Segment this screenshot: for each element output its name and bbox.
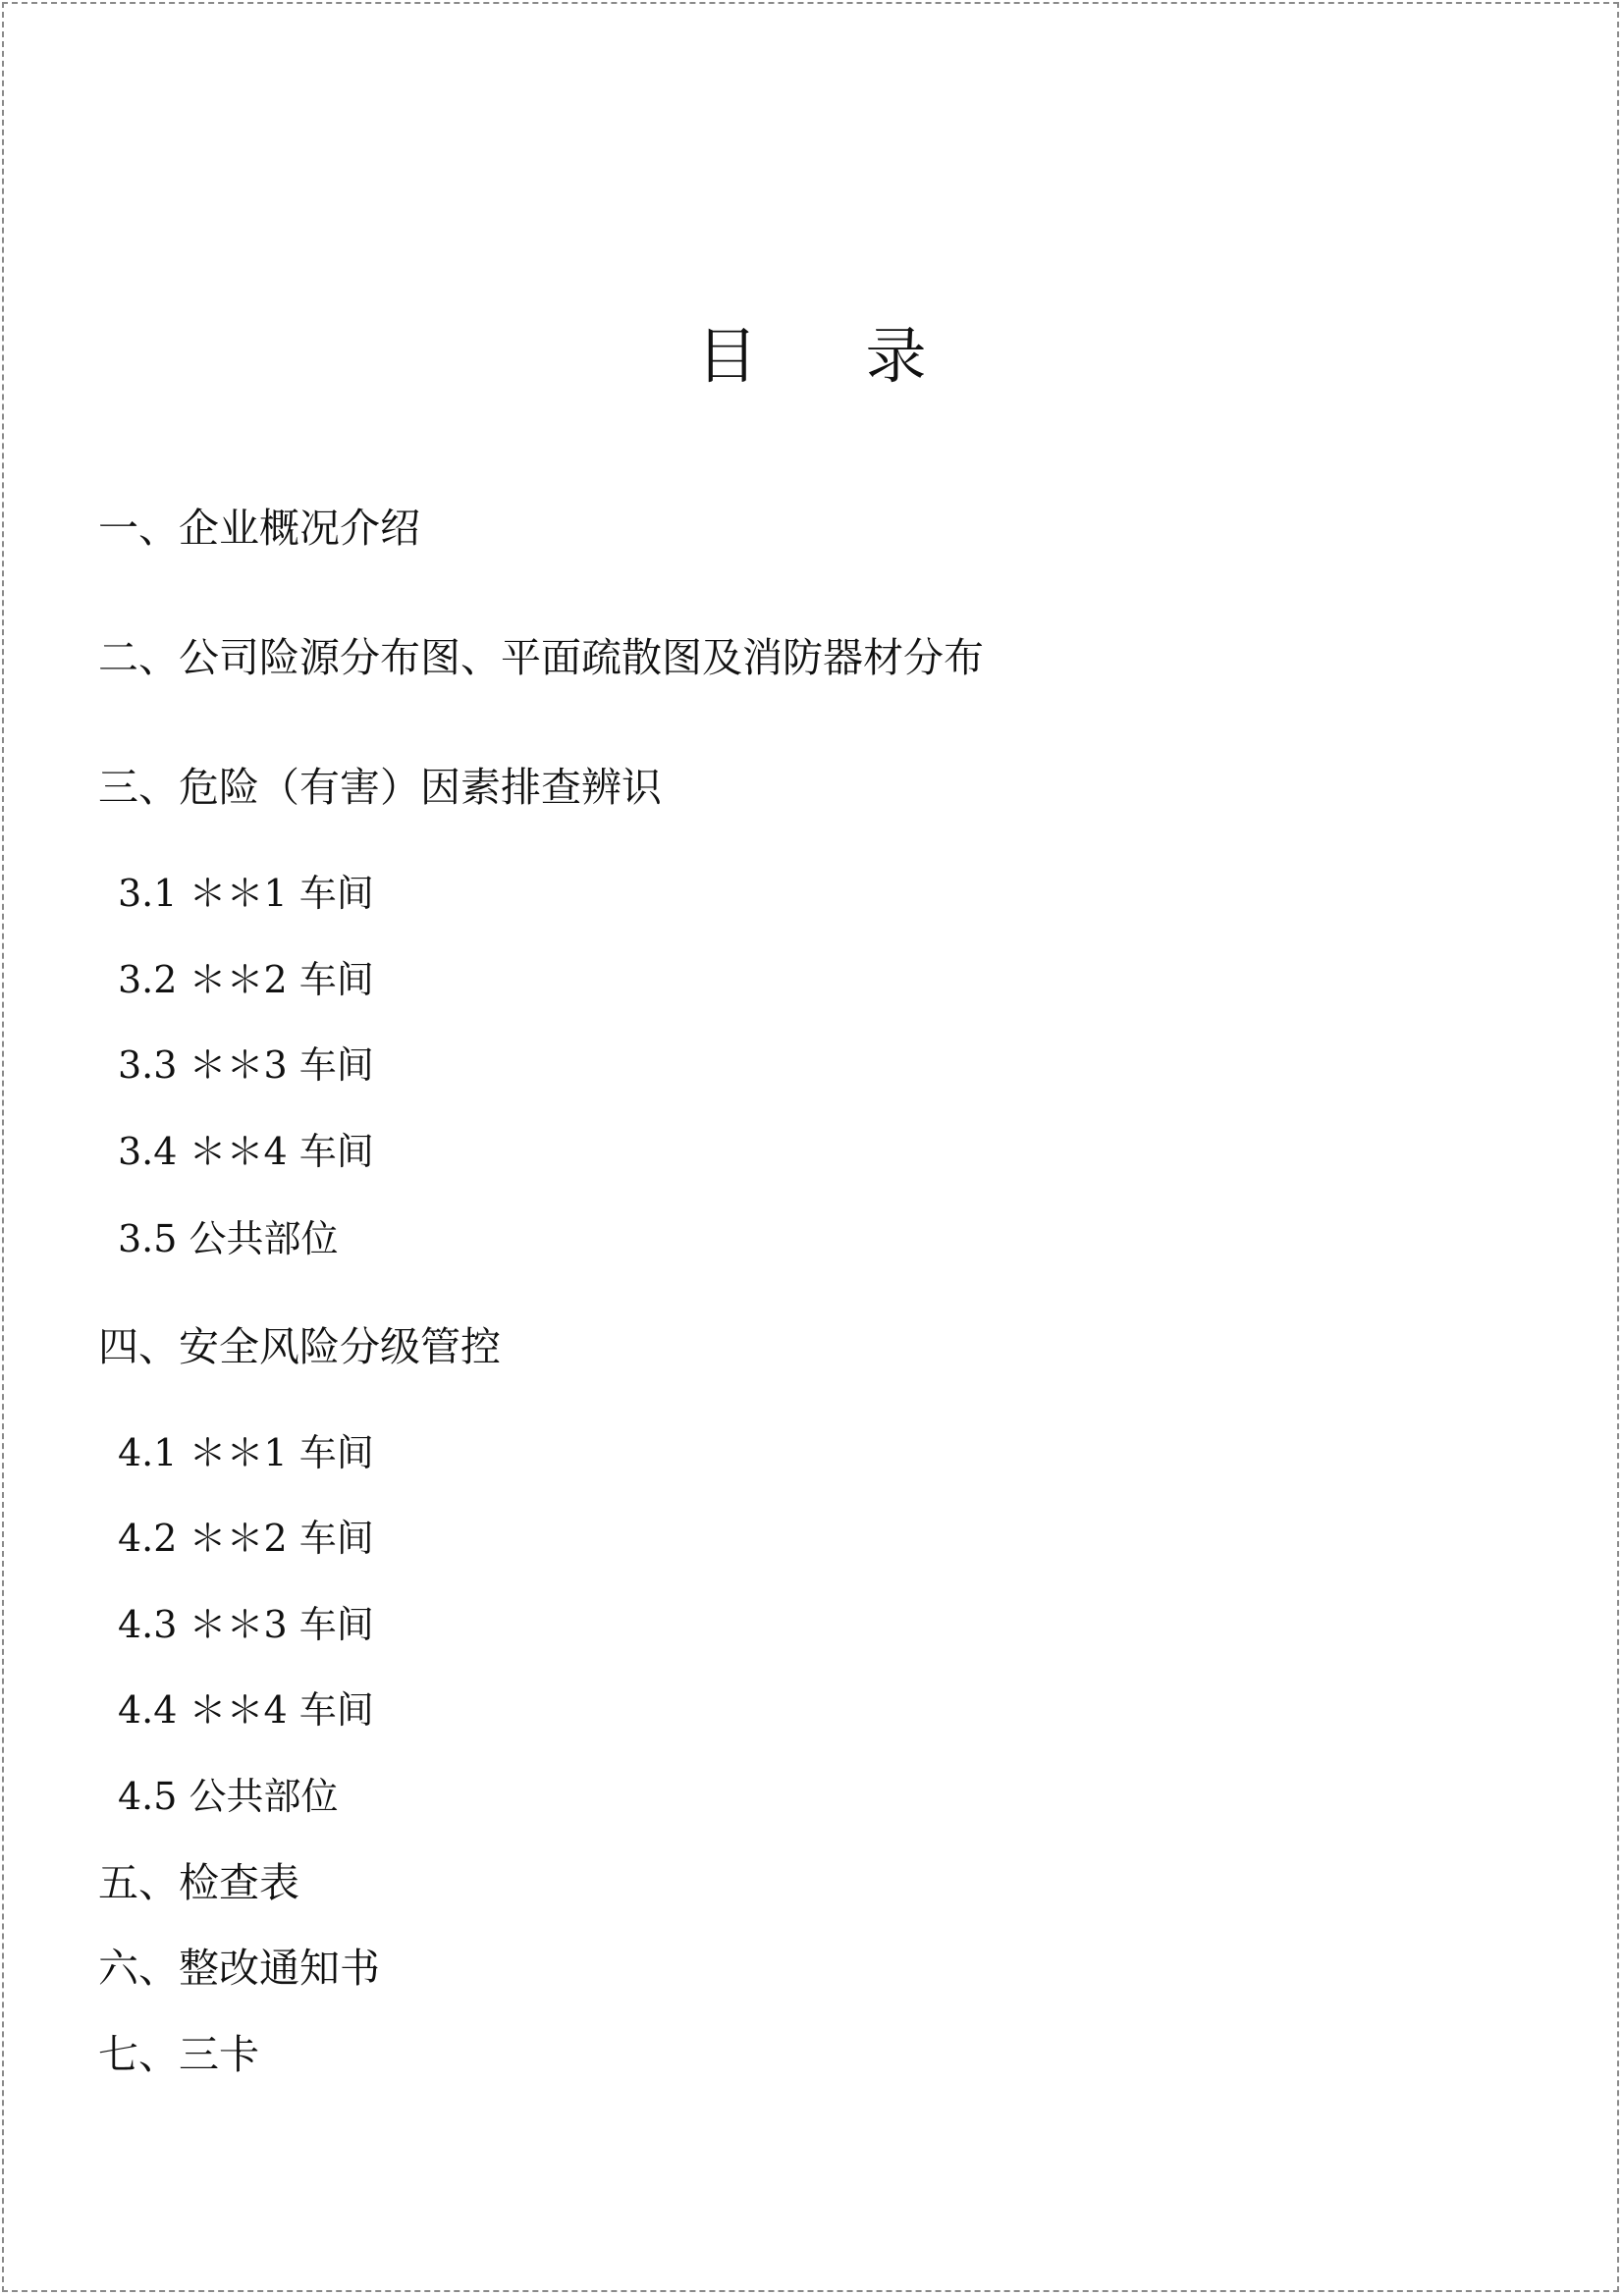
toc-subsection-3-3[interactable]: 3.3 ＊＊3 车间	[118, 1043, 374, 1087]
toc-subsection-4-5[interactable]: 4.5 公共部位	[118, 1775, 339, 1818]
toc-section-7[interactable]: 七、三卡	[98, 2031, 259, 2078]
toc-subsection-4-2[interactable]: 4.2 ＊＊2 车间	[118, 1517, 374, 1560]
toc-section-1[interactable]: 一、企业概况介绍	[98, 505, 420, 552]
toc-section-5[interactable]: 五、检查表	[98, 1859, 299, 1906]
toc-subsection-3-2[interactable]: 3.2 ＊＊2 车间	[118, 958, 374, 1001]
toc-subsection-3-4[interactable]: 3.4 ＊＊4 车间	[118, 1130, 374, 1173]
toc-section-4[interactable]: 四、安全风险分级管控	[98, 1323, 501, 1370]
toc-section-6[interactable]: 六、整改通知书	[98, 1945, 380, 1992]
title-char-1: 目	[696, 320, 758, 392]
toc-subsection-3-1[interactable]: 3.1 ＊＊1 车间	[118, 872, 374, 915]
toc-subsection-4-1[interactable]: 4.1 ＊＊1 车间	[118, 1431, 374, 1474]
toc-section-2[interactable]: 二、公司险源分布图、平面疏散图及消防器材分布	[98, 634, 984, 681]
toc-section-3[interactable]: 三、危险（有害）因素排查辨识	[98, 764, 662, 811]
toc-subsection-4-3[interactable]: 4.3 ＊＊3 车间	[118, 1603, 374, 1646]
toc-subsection-3-5[interactable]: 3.5 公共部位	[118, 1217, 339, 1260]
title-char-2: 录	[865, 320, 927, 392]
toc-subsection-4-4[interactable]: 4.4 ＊＊4 车间	[118, 1688, 374, 1732]
